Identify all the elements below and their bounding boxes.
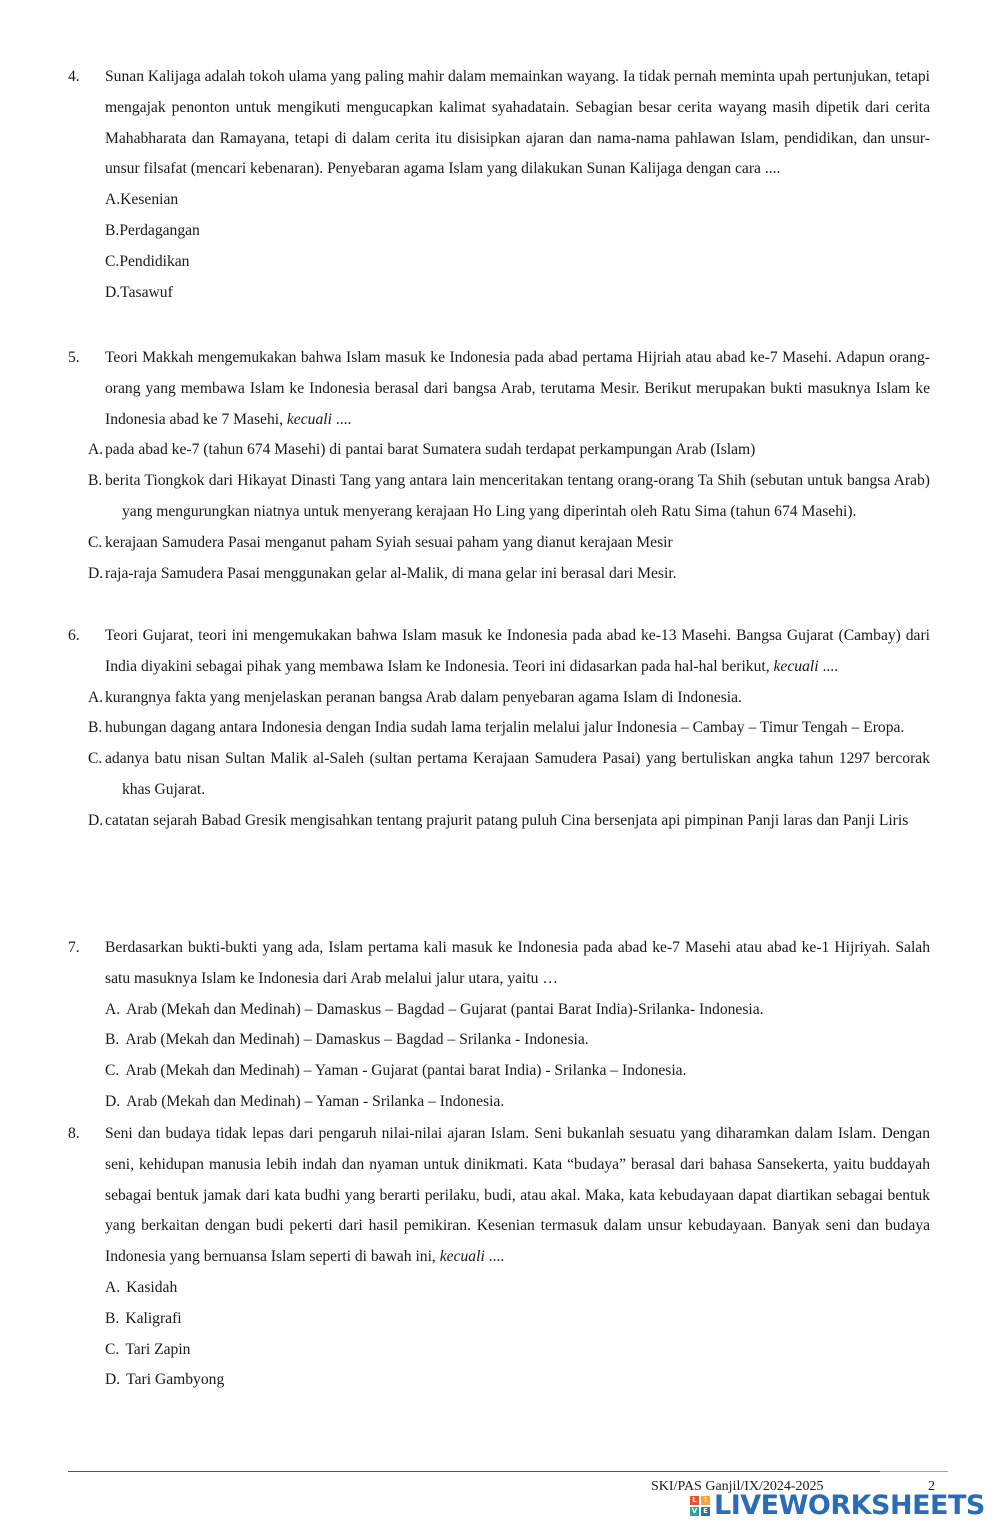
- emphasis-kecuali: kecuali: [286, 410, 332, 428]
- option-d: D. raja-raja Samudera Pasai menggunakan gelar al-Malik, di mana gelar ini berasal dari Mesir.: [88, 564, 677, 582]
- option-a: A. Kasidah: [105, 1278, 178, 1296]
- logo-cell: I: [701, 1496, 710, 1505]
- option-b: B. Arab (Mekah dan Medinah) – Damaskus – Bagdad – Srilanka - Indonesia.: [105, 1031, 589, 1049]
- option-a: A. kurangnya fakta yang menjelaskan peranan bangsa Arab dalam penyebaran agama Islam di Indonesia.: [88, 688, 742, 706]
- option-b: B. hubungan dagang antara Indonesia dengan India sudah lama terjalin melalui jalur Indonesia – Cambay – Timur Tengah – Eropa.: [88, 719, 905, 737]
- option-a: A. Arab (Mekah dan Medinah) – Damaskus – Bagdad – Gujarat (pantai Barat India)-Srilanka- Indonesia.: [105, 1000, 764, 1018]
- option-list: [88, 683, 930, 837]
- logo-cell: V: [691, 1506, 698, 1515]
- question-8: [68, 1119, 930, 1396]
- emphasis-kecuali: kecuali: [773, 657, 819, 675]
- option-a: A.Kesenian: [105, 191, 179, 209]
- option-c: C. Arab (Mekah dan Medinah) – Yaman - Gujarat (pantai barat India) - Srilanka – Indonesia.: [105, 1062, 687, 1080]
- page-number: 2: [928, 1479, 935, 1494]
- option-list: [105, 995, 930, 1118]
- question-number: 5.: [68, 349, 80, 366]
- question-stem: Teori Gujarat, teori ini mengemukakan bahwa Islam masuk ke Indonesia pada abad ke-13 Masehi. Bangsa Gujarat (Cambay) dari India diyakini sebagai pihak yang membawa Islam ke Indonesia. Teori ini didasarkan pada hal-hal berikut, kecuali ....: [105, 627, 930, 675]
- question-6: [68, 621, 930, 837]
- option-c: C. Tari Zapin: [105, 1340, 191, 1358]
- option-a: A. pada abad ke-7 (tahun 674 Masehi) di pantai barat Sumatera sudah terdapat perkampungan Arab (Islam): [88, 441, 756, 459]
- option-d: D. catatan sejarah Babad Gresik mengisahkan tentang prajurit patang puluh Cina bersenjata api pimpinan Panji laras dan Panji Liris: [88, 811, 909, 829]
- footer-divider: [68, 1471, 948, 1472]
- option-d: D. Tari Gambyong: [105, 1371, 225, 1389]
- question-stem: Berdasarkan bukti-bukti yang ada, Islam pertama kali masuk ke Indonesia pada abad ke-7 Masehi atau abad ke-1 Hijriyah. Salah satu masuknya Islam ke Indonesia dari Arab melalui jalur utara, yaitu …: [105, 939, 930, 987]
- option-b: B. Kaligrafi: [105, 1309, 182, 1327]
- question-5: [68, 343, 930, 589]
- question-number: 6.: [68, 627, 80, 644]
- question-4: [68, 62, 930, 308]
- watermark-text: LIVEWORKSHEETS: [714, 1490, 985, 1521]
- logo-cell: E: [701, 1507, 710, 1516]
- option-list: [105, 185, 930, 308]
- option-c: C. kerajaan Samudera Pasai menganut paham Syiah sesuai paham yang dianut kerajaan Mesir: [88, 533, 673, 551]
- liveworksheets-watermark: [690, 1490, 985, 1521]
- logo-cell: L: [690, 1496, 699, 1505]
- question-number: 7.: [68, 939, 80, 956]
- question-number: 4.: [68, 68, 80, 85]
- question-number: 8.: [68, 1125, 80, 1142]
- question-stem: Sunan Kalijaga adalah tokoh ulama yang paling mahir dalam memainkan wayang. Ia tidak pernah meminta upah pertunjukan, tetapi mengajak penonton untuk mengikuti mengucapkan kalimat syahadatain. Sebagian besar cerita wayang masih dipetik dari cerita Mahabharata dan Ramayana, tetapi di dalam cerita itu disisipkan ajaran dan nama-nama pahlawan Islam, pendidikan, dan unsur-unsur filsafat (mencari kebenaran). Penyebaran agama Islam yang dilakukan Sunan Kalijaga dengan cara ....: [105, 68, 930, 178]
- option-d: D. Arab (Mekah dan Medinah) – Yaman - Srilanka – Indonesia.: [105, 1092, 505, 1110]
- footer-divider-accent: [880, 1471, 948, 1472]
- emphasis-kecuali: kecuali: [439, 1248, 485, 1266]
- option-b: B. berita Tiongkok dari Hikayat Dinasti Tang yang antara lain menceritakan tentang orang-orang Ta Shih (sebutan untuk bangsa Arab) yang mengurungkan niatnya untuk menyerang kerajaan Ho Ling yang diperintah oleh Ratu Sima (tahun 674 Masehi).: [88, 472, 930, 520]
- option-list: [105, 1273, 930, 1396]
- option-b: B.Perdagangan: [105, 221, 200, 239]
- footer-document-code: SKI/PAS Ganjil/IX/2024-2025: [651, 1479, 824, 1494]
- option-c: C.Pendidikan: [105, 252, 190, 270]
- option-d: D.Tasawuf: [105, 283, 173, 301]
- question-stem: Seni dan budaya tidak lepas dari pengaruh nilai-nilai ajaran Islam. Seni bukanlah sesuatu yang diharamkan dalam Islam. Dengan seni, kehidupan manusia lebih indah dan nyaman untuk dinikmati. Kata “budaya” berasal dari bahasa Sansekerta, yaitu buddayah sebagai bentuk jamak dari kata budhi yang berarti perilaku, budi, atau akal. Maka, kata kebudayaan dapat diartikan sebagai bentuk yang berkaitan dengan budi pekerti dari hasil pemikiran. Kesenian termasuk dalam unsur kebudayaan. Banyak seni dan budaya Indonesia yang bernuansa Islam seperti di bawah ini, kecuali ....: [105, 1125, 930, 1266]
- question-7: [68, 933, 930, 1118]
- question-stem: Teori Makkah mengemukakan bahwa Islam masuk ke Indonesia pada abad pertama Hijriah atau abad ke-7 Masehi. Adapun orang-orang yang membawa Islam ke Indonesia berasal dari bangsa Arab, terutama Mesir. Berikut merupakan bukti masuknya Islam ke Indonesia abad ke 7 Masehi, kecuali ....: [105, 349, 930, 428]
- option-list: [88, 435, 930, 589]
- liveworksheets-logo-icon: [690, 1496, 710, 1516]
- option-c: C. adanya batu nisan Sultan Malik al-Saleh (sultan pertama Kerajaan Samudera Pasai) yang bertuliskan angka tahun 1297 bercorak khas Gujarat.: [88, 750, 930, 798]
